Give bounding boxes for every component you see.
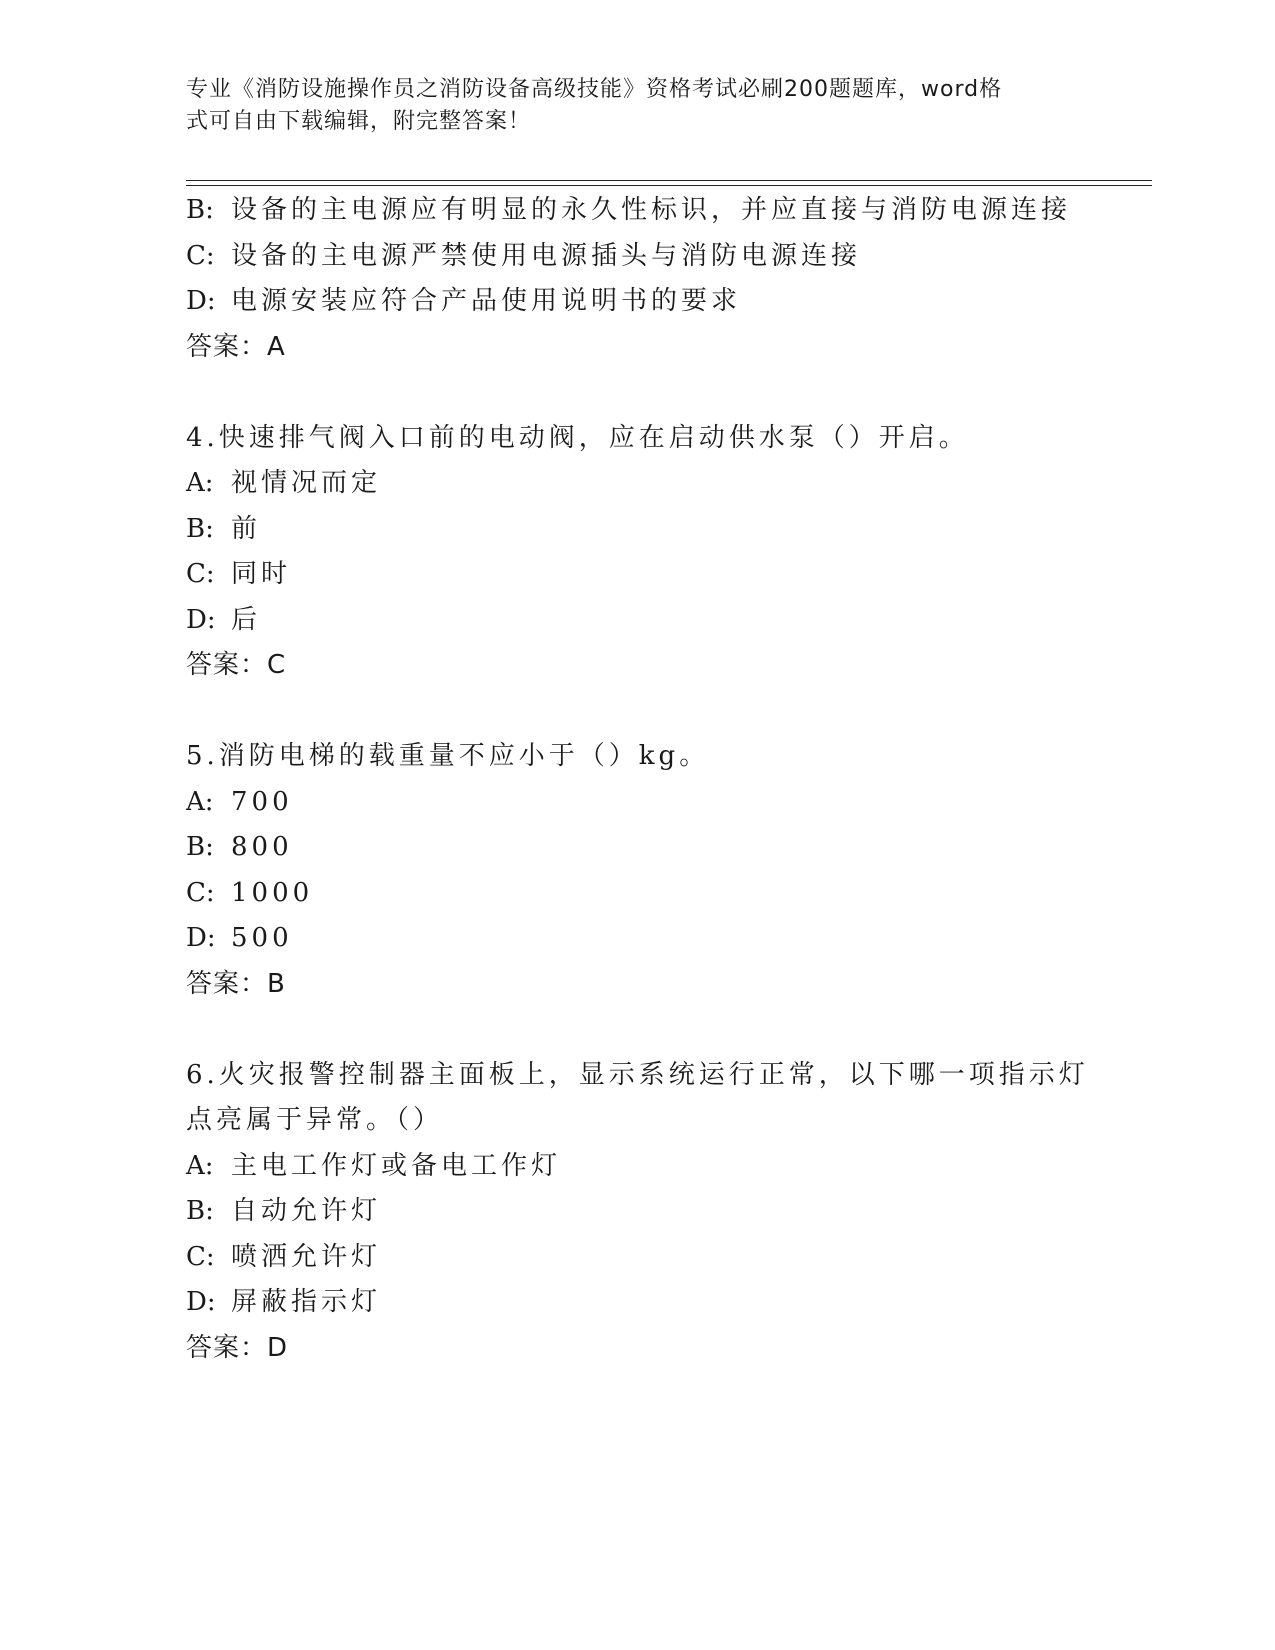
option-text: 喷洒允许灯 xyxy=(231,1241,382,1272)
option-d xyxy=(186,916,1086,962)
header-divider-top xyxy=(186,180,1152,181)
option-letter: B: xyxy=(186,832,214,862)
option-c xyxy=(186,871,1086,917)
option-letter: D: xyxy=(186,923,216,953)
option-text: 后 xyxy=(231,604,262,635)
spacer xyxy=(186,370,1086,416)
option-letter: D: xyxy=(186,286,216,316)
option-b xyxy=(186,1189,1086,1235)
header-line-1: 专业《消防设施操作员之消防设备高级技能》资格考试必刷200题题库，word格 xyxy=(186,77,1003,102)
option-letter: D: xyxy=(186,1287,216,1317)
spacer xyxy=(186,1007,1086,1053)
option-text: 1000 xyxy=(231,877,314,908)
option-a xyxy=(186,461,1086,507)
option-text: 700 xyxy=(231,786,293,817)
option-letter: B: xyxy=(186,1196,214,1226)
option-d xyxy=(186,598,1086,644)
answer-line: 答案：A xyxy=(186,331,286,362)
spacer xyxy=(186,689,1086,735)
option-d xyxy=(186,1280,1086,1326)
header-line-2: 式可自由下载编辑，附完整答案！ xyxy=(186,109,532,134)
option-c xyxy=(186,552,1086,598)
option-letter: A: xyxy=(186,786,214,817)
question-4 xyxy=(186,416,1086,689)
option-text: 自动允许灯 xyxy=(231,1196,382,1226)
option-text: 视情况而定 xyxy=(231,468,382,498)
option-text: 设备的主电源严禁使用电源插头与消防电源连接 xyxy=(231,240,862,271)
option-text: 800 xyxy=(231,832,293,862)
option-a xyxy=(186,1144,1086,1190)
option-letter: B: xyxy=(186,513,214,544)
option-b xyxy=(186,188,1086,234)
option-letter: A: xyxy=(186,1150,214,1181)
answer-line: 答案：D xyxy=(186,1332,289,1363)
option-letter: C: xyxy=(186,877,215,908)
answer-line: 答案：C xyxy=(186,650,287,680)
option-b xyxy=(186,825,1086,871)
question-stem: 5.消防电梯的载重量不应小于（）kg。 xyxy=(186,741,710,771)
header-divider-bottom xyxy=(186,185,1152,186)
option-c xyxy=(186,234,1086,280)
question-3-tail xyxy=(186,188,1086,370)
question-stem: 6.火灾报警控制器主面板上，显示系统运行正常，以下哪一项指示灯 xyxy=(186,1059,1089,1090)
option-text: 设备的主电源应有明显的永久性标识，并应直接与消防电源连接 xyxy=(231,195,1072,225)
question-list xyxy=(186,188,1089,1371)
option-letter: C: xyxy=(186,240,215,271)
question-stem: 4.快速排气阀入口前的电动阀，应在启动供水泵（）开启。 xyxy=(186,422,969,453)
option-d xyxy=(186,279,1086,325)
option-b xyxy=(186,507,1086,553)
option-c xyxy=(186,1235,1086,1281)
option-text: 前 xyxy=(231,513,262,544)
option-text: 同时 xyxy=(231,559,292,589)
option-letter: A: xyxy=(186,468,214,498)
option-letter: B: xyxy=(186,195,214,225)
question-stem-continued: 点亮属于异常。（） xyxy=(186,1105,444,1135)
option-letter: C: xyxy=(186,559,215,589)
option-text: 500 xyxy=(231,923,293,953)
option-text: 电源安装应符合产品使用说明书的要求 xyxy=(231,286,742,316)
option-text: 屏蔽指示灯 xyxy=(231,1287,382,1317)
question-6 xyxy=(186,1053,1089,1372)
option-letter: C: xyxy=(186,1241,215,1272)
option-a xyxy=(186,780,1086,826)
option-letter: D: xyxy=(186,604,216,635)
option-text: 主电工作灯或备电工作灯 xyxy=(231,1150,562,1181)
question-5 xyxy=(186,734,1086,1007)
answer-line: 答案：B xyxy=(186,968,286,999)
document-header xyxy=(186,74,1066,138)
